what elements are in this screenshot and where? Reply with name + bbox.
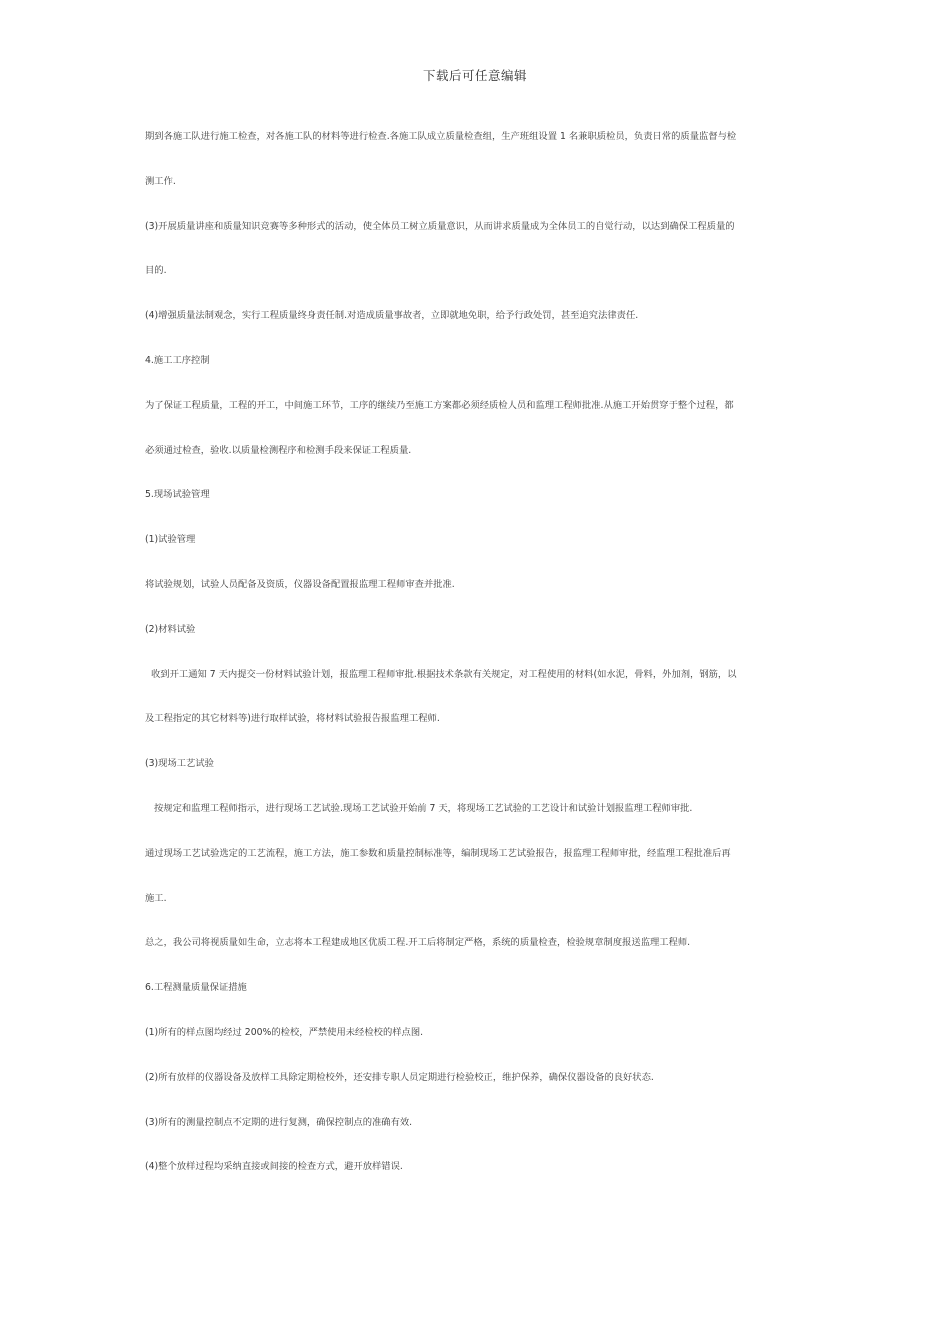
text-line: (3)开展质量讲座和质量知识竞赛等多种形式的活动，使全体员工树立质量意识，从而讲求质量成为全体员工的自觉行动，以达到确保工程质量的 xyxy=(145,220,735,232)
text-line: 必须通过检查，验收.以质量检测程序和检测手段来保证工程质量. xyxy=(145,444,412,456)
text-line: (1)所有的样点图均经过 200%的检校，严禁使用未经检校的样点图. xyxy=(145,1026,424,1038)
text-line: 施工. xyxy=(145,892,167,904)
text-line: 按规定和监理工程师指示，进行现场工艺试验.现场工艺试验开始前 7 天，将现场工艺试验的工艺设计和试验计划报监理工程师审批. xyxy=(154,802,693,814)
subsection-heading: (1)试验管理 xyxy=(145,534,196,546)
text-line: 将试验规划，试验人员配备及资质，仪器设备配置报监理工程师审查并批准. xyxy=(145,578,455,590)
section-heading: 4.施工工序控制 xyxy=(145,354,210,366)
text-line: (3)所有的测量控制点不定期的进行复测，确保控制点的准确有效. xyxy=(145,1116,413,1128)
page-header-title: 下载后可任意编辑 xyxy=(422,68,527,83)
text-line: 总之，我公司将视质量如生命，立志将本工程建成地区优质工程.开工后将制定严格，系统的质量检查，检验规章制度报送监理工程师. xyxy=(145,937,691,949)
subsection-heading: (2)材料试验 xyxy=(145,623,196,635)
text-line: (2)所有放样的仪器设备及放样工具除定期检校外，还安排专职人员定期进行检验校正，维护保养，确保仪器设备的良好状态. xyxy=(145,1071,654,1083)
text-line: 目的. xyxy=(145,265,167,277)
subsection-heading: (3)现场工艺试验 xyxy=(145,758,214,770)
text-line: 测工作. xyxy=(145,175,176,187)
text-line: 收到开工通知 7 天内提交一份材料试验计划，报监理工程师审批.根据技术条款有关规定，对工程使用的材料(如水泥，骨料，外加剂，钢筋，以 xyxy=(151,668,737,680)
text-line: 为了保证工程质量，工程的开工，中间施工环节，工序的继续乃至施工方案都必须经质检人员和监理工程师批准.从施工开始贯穿于整个过程，都 xyxy=(145,399,734,411)
section-heading: 6.工程测量质量保证措施 xyxy=(145,982,247,994)
text-line: (4)增强质量法制观念，实行工程质量终身责任制.对造成质量事故者，立即就地免职，给予行政处罚，甚至追究法律责任. xyxy=(145,310,639,322)
text-line: 及工程指定的其它材料等)进行取样试验，将材料试验报告报监理工程师. xyxy=(145,713,440,725)
document-body xyxy=(145,128,807,1203)
text-line: 期到各施工队进行施工检查，对各施工队的材料等进行检查.各施工队成立质量检查组，生产班组设置 1 名兼职质检员，负责日常的质量监督与检 xyxy=(145,131,737,142)
text-line: 通过现场工艺试验选定的工艺流程，施工方法，施工参数和质量控制标准等，编制现场工艺试验报告，报监理工程师审批，经监理工程批准后再 xyxy=(145,847,731,859)
section-heading: 5.现场试验管理 xyxy=(145,489,210,501)
text-line: (4)整个放样过程均采纳直接或间接的检查方式，避开放样错误. xyxy=(145,1161,403,1173)
